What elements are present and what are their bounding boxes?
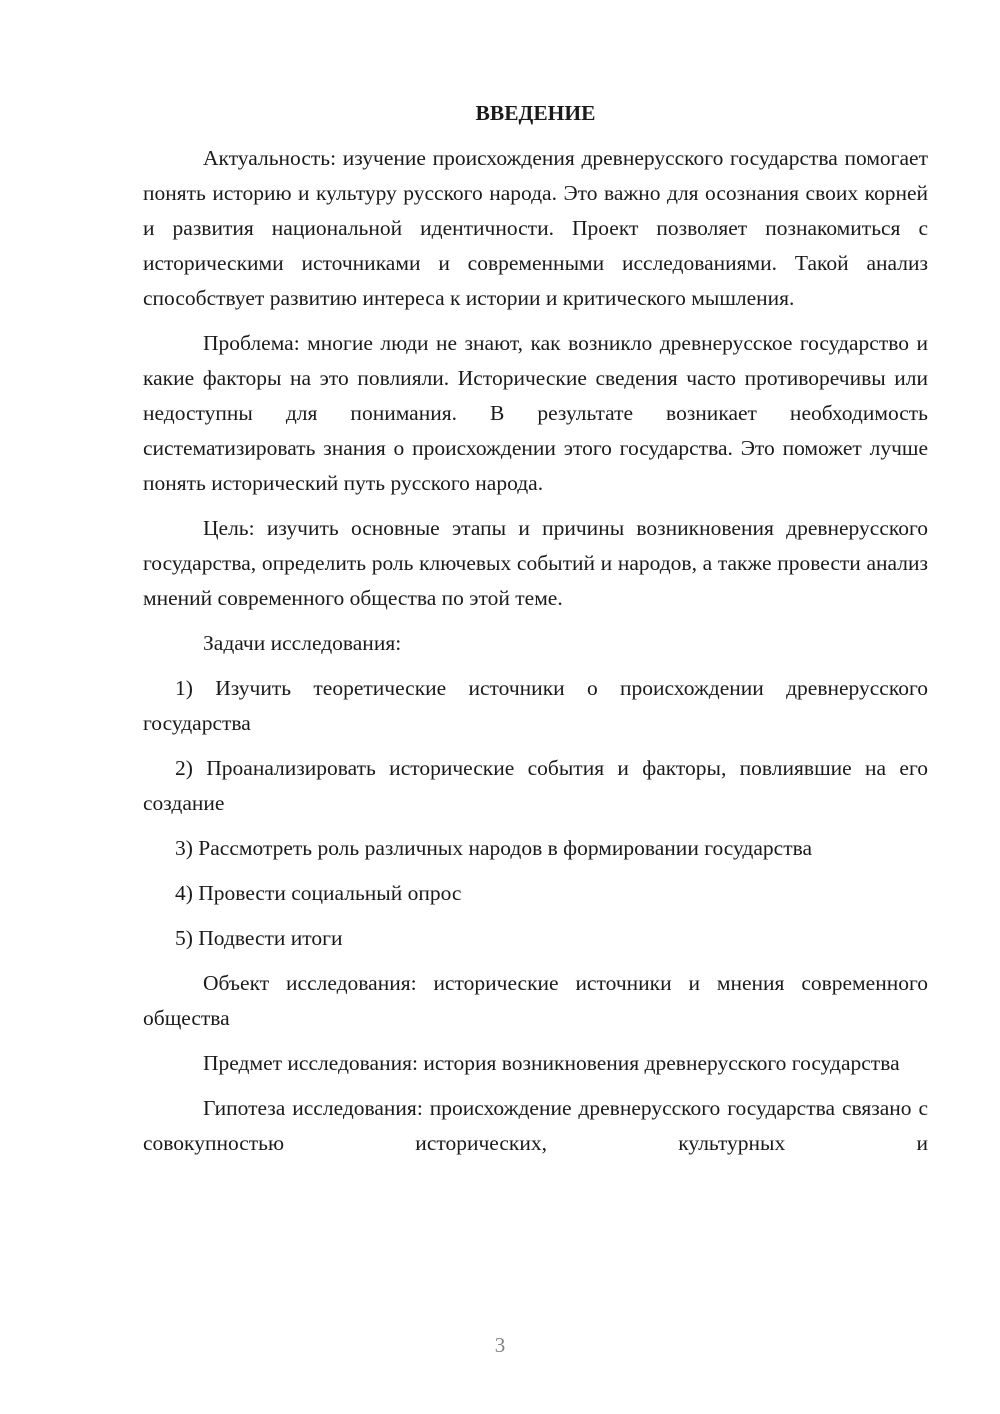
task-item: 3) Рассмотреть роль различных народов в формировании государства (175, 836, 813, 860)
paragraph-object: Объект исследования: исторические источники и мнения современного общества (143, 971, 928, 1030)
section-title: ВВЕДЕНИЕ (475, 101, 596, 125)
page-content (143, 96, 928, 1171)
paragraph-subject: Предмет исследования: история возникновения древнерусского государства (203, 1051, 900, 1075)
paragraph-problem: Проблема: многие люди не знают, как возникло древнерусское государство и какие факторы на это повлияли. Исторические сведения часто противоречивы или недоступны для понимания. В результате возникает необходимость систематизировать знания о происхождении этого государства. Это поможет лучше понять исторический путь русского народа. (143, 331, 928, 495)
task-item: 5) Подвести итоги (175, 926, 343, 950)
page-number: 3 (494, 1333, 506, 1357)
task-item: 2) Проанализировать исторические события и факторы, повлиявшие на его создание (143, 756, 928, 815)
paragraph-relevance: Актуальность: изучение происхождения древнерусского государства помогает понять историю и культуру русского народа. Это важно для осознания своих корней и развития национальной идентичности. Проект позволяет познакомиться с историческими источниками и современными исследованиями. Такой анализ способствует развитию интереса к истории и критического мышления. (143, 146, 928, 310)
paragraph-goal: Цель: изучить основные этапы и причины возникновения древнерусского государства, определить роль ключевых событий и народов, а также провести анализ мнений современного общества по этой теме. (143, 516, 928, 610)
task-item: 1) Изучить теоретические источники о происхождении древнерусского государства (143, 676, 928, 735)
paragraph-hypothesis: Гипотеза исследования: происхождение древнерусского государства связано с совокупностью исторических, культурных и (143, 1096, 928, 1155)
task-item: 4) Провести социальный опрос (175, 881, 462, 905)
tasks-heading: Задачи исследования: (203, 631, 402, 655)
